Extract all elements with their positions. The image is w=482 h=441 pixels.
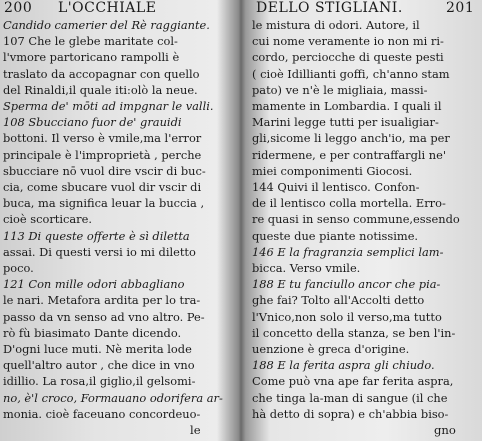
text-line: cui nome veramente io non mi ri- <box>252 34 444 49</box>
text-line: cia, come sbucare vuol dir vscir di <box>3 180 202 194</box>
right-page-header <box>246 0 482 16</box>
left-page <box>0 0 236 441</box>
text-line: le mistura di odori. Autore, il <box>252 18 420 32</box>
text-line: pato) ve n'è le migliaia, massi- <box>252 82 428 97</box>
text-line: Candido camerier del Rè raggiante. <box>3 18 210 32</box>
text-line: le nari. Metafora ardita per lo tra- <box>3 293 201 308</box>
text-line: che tinga la-man di sangue (il che <box>252 390 448 405</box>
text-line: bicca. Verso vmile. <box>252 261 361 275</box>
text-line: l'Vnico,non solo il verso,ma tutto <box>252 309 442 324</box>
right-running-head: DELLO STIGLIANI. <box>256 0 403 16</box>
text-line: sbucciare nō vuol dire vscir di buc- <box>3 163 206 178</box>
text-line: gli,sicome li leggo anch'io, ma per <box>252 131 450 146</box>
right-page-number: 201 <box>446 0 475 16</box>
left-running-head: L'OCCHIALE <box>58 0 157 16</box>
text-line: cordo, perciocche di queste pesti <box>252 50 444 65</box>
text-line: no, è'l croco, Formauano odorifera ar- <box>3 390 223 405</box>
text-line: buca, ma significa leuar la buccia , <box>3 196 205 211</box>
right-page <box>246 0 482 441</box>
text-line: 144 Quivi il lentisco. Confon- <box>252 180 420 194</box>
text-line: queste due piante notissime. <box>252 228 419 243</box>
text-line: quell'altro autor , che dice in vno <box>3 358 195 373</box>
text-line: re quasi in senso commune,essendo <box>252 212 460 227</box>
text-line: poco. <box>3 261 34 275</box>
text-line: ridermene, e per contraffargli ne' <box>252 147 447 162</box>
text-line: cioè scorticare. <box>3 212 92 227</box>
text-line: 146 E la fragranzia semplici lam- <box>252 244 444 259</box>
text-line: monia. cioè faceuano concordeuo- <box>3 406 201 421</box>
text-line: 113 Di queste offerte è sì diletta <box>3 228 190 243</box>
right-catchword: gno <box>434 423 456 437</box>
text-line: del Rinaldi,il quale iti:olò la neue. <box>3 82 198 97</box>
text-line: rò fù biasimato Dante dicendo. <box>3 325 182 340</box>
text-line: 188 E la ferita aspra gli chiudo. <box>252 358 435 373</box>
text-line: 121 Con mille odori abbagliano <box>3 277 185 292</box>
text-line: assai. Di questi versi io mi diletto <box>3 244 196 259</box>
text-line: passo da vn senso ad vno altro. Pe- <box>3 309 205 324</box>
text-line: traslato da accopagnar con quello <box>3 66 200 81</box>
text-line: miei componimenti Giocosi. <box>252 163 413 178</box>
left-catchword: le <box>190 423 201 437</box>
text-line: mamente in Lombardia. I quali il <box>252 99 442 113</box>
text-line: Marini legge tutti per isualigiar- <box>252 115 439 130</box>
text-line: idillio. La rosa,il giglio,il gelsomi- <box>3 374 196 389</box>
text-line: Sperma de' mōti ad impgnar le valli. <box>3 99 214 113</box>
text-line: de il lentisco colla mortella. Erro- <box>252 196 446 211</box>
text-line: uenzione è greca d'origine. <box>252 342 410 356</box>
text-line: ( cioè Idillianti goffi, ch'anno stam <box>252 66 450 81</box>
text-line: principale è l'improprietà , perche <box>3 147 202 162</box>
text-line: ghe fai? Tolto all'Accolti detto <box>252 293 425 308</box>
left-page-number: 200 <box>4 0 33 16</box>
text-line: 108 Sbucciano fuor de' grauidi <box>3 115 182 130</box>
text-line: Come può vna ape far ferita aspra, <box>252 374 454 389</box>
text-line: hà detto di sopra) e ch'abbia biso- <box>252 406 449 421</box>
text-line: 107 Che le glebe maritate col- <box>3 34 178 49</box>
text-line: l'vmore partoricano rampolli è <box>3 50 180 65</box>
text-line: il concetto della stanza, se ben l'in- <box>252 325 456 340</box>
text-line: bottoni. Il verso è vmile,ma l'error <box>3 131 202 146</box>
text-line: 188 E tu fanciullo ancor che pia- <box>252 277 441 292</box>
text-line: D'ogni luce muti. Nè merita lode <box>3 342 192 356</box>
left-page-header <box>0 0 236 16</box>
